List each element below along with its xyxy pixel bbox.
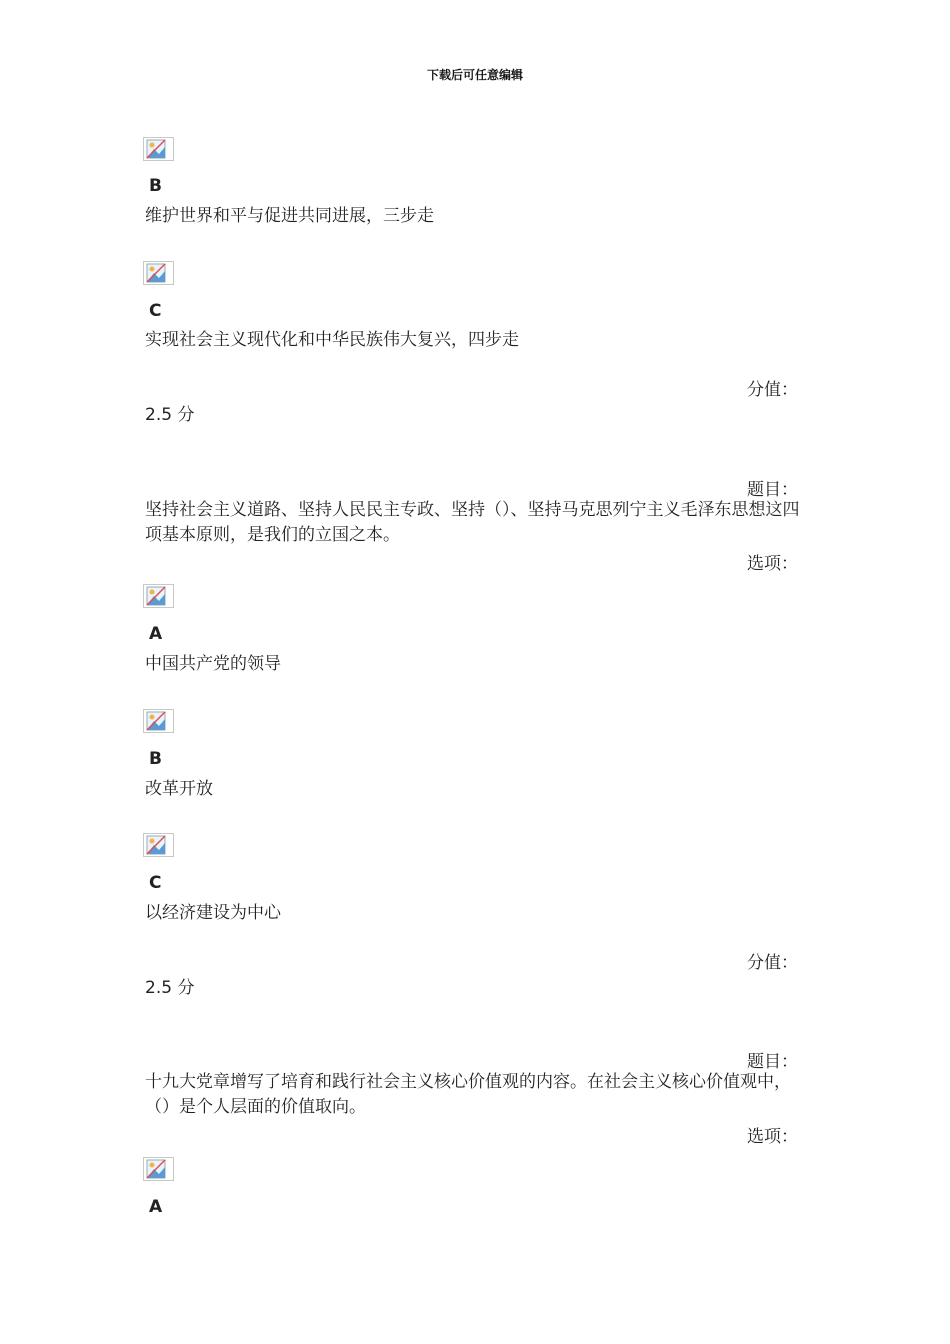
option-a-letter: A (149, 1197, 163, 1217)
score-value: 2.5 分 (145, 978, 195, 998)
broken-image-icon (143, 584, 174, 608)
option-c-letter: C (149, 301, 162, 321)
question-text: 十九大党章增写了培育和践行社会主义核心价值观的内容。在社会主义核心价值观中，（）是个人层面的价值取向。 (145, 1072, 791, 1117)
broken-image-icon (143, 709, 174, 733)
question-text: 坚持社会主义道路、坚持人民民主专政、坚持（）、坚持马克思列宁主义毛泽东思想这四项基本原则，是我们的立国之本。 (145, 500, 800, 545)
score-value: 2.5 分 (145, 405, 195, 425)
option-c-text: 以经济建设为中心 (145, 903, 281, 923)
score-label: 分值： (747, 953, 798, 973)
option-b-letter: B (149, 176, 162, 196)
option-b-text: 维护世界和平与促进共同进展，三步走 (145, 206, 434, 226)
broken-image-icon (143, 261, 174, 285)
option-b-text: 改革开放 (145, 779, 213, 799)
option-a-text: 中国共产党的领导 (145, 654, 281, 674)
header-note: 下载后可任意编辑 (426, 68, 523, 82)
broken-image-icon (143, 137, 174, 161)
broken-image-icon (143, 833, 174, 857)
question-label: 题目： (747, 480, 798, 500)
option-c-text: 实现社会主义现代化和中华民族伟大复兴，四步走 (145, 330, 519, 350)
options-label: 选项： (747, 1127, 798, 1147)
broken-image-icon (143, 1157, 174, 1181)
options-label: 选项： (747, 554, 798, 574)
option-c-letter: C (149, 873, 162, 893)
option-a-letter: A (149, 624, 163, 644)
question-label: 题目： (747, 1052, 798, 1072)
score-label: 分值： (747, 380, 798, 400)
option-b-letter: B (149, 749, 162, 769)
